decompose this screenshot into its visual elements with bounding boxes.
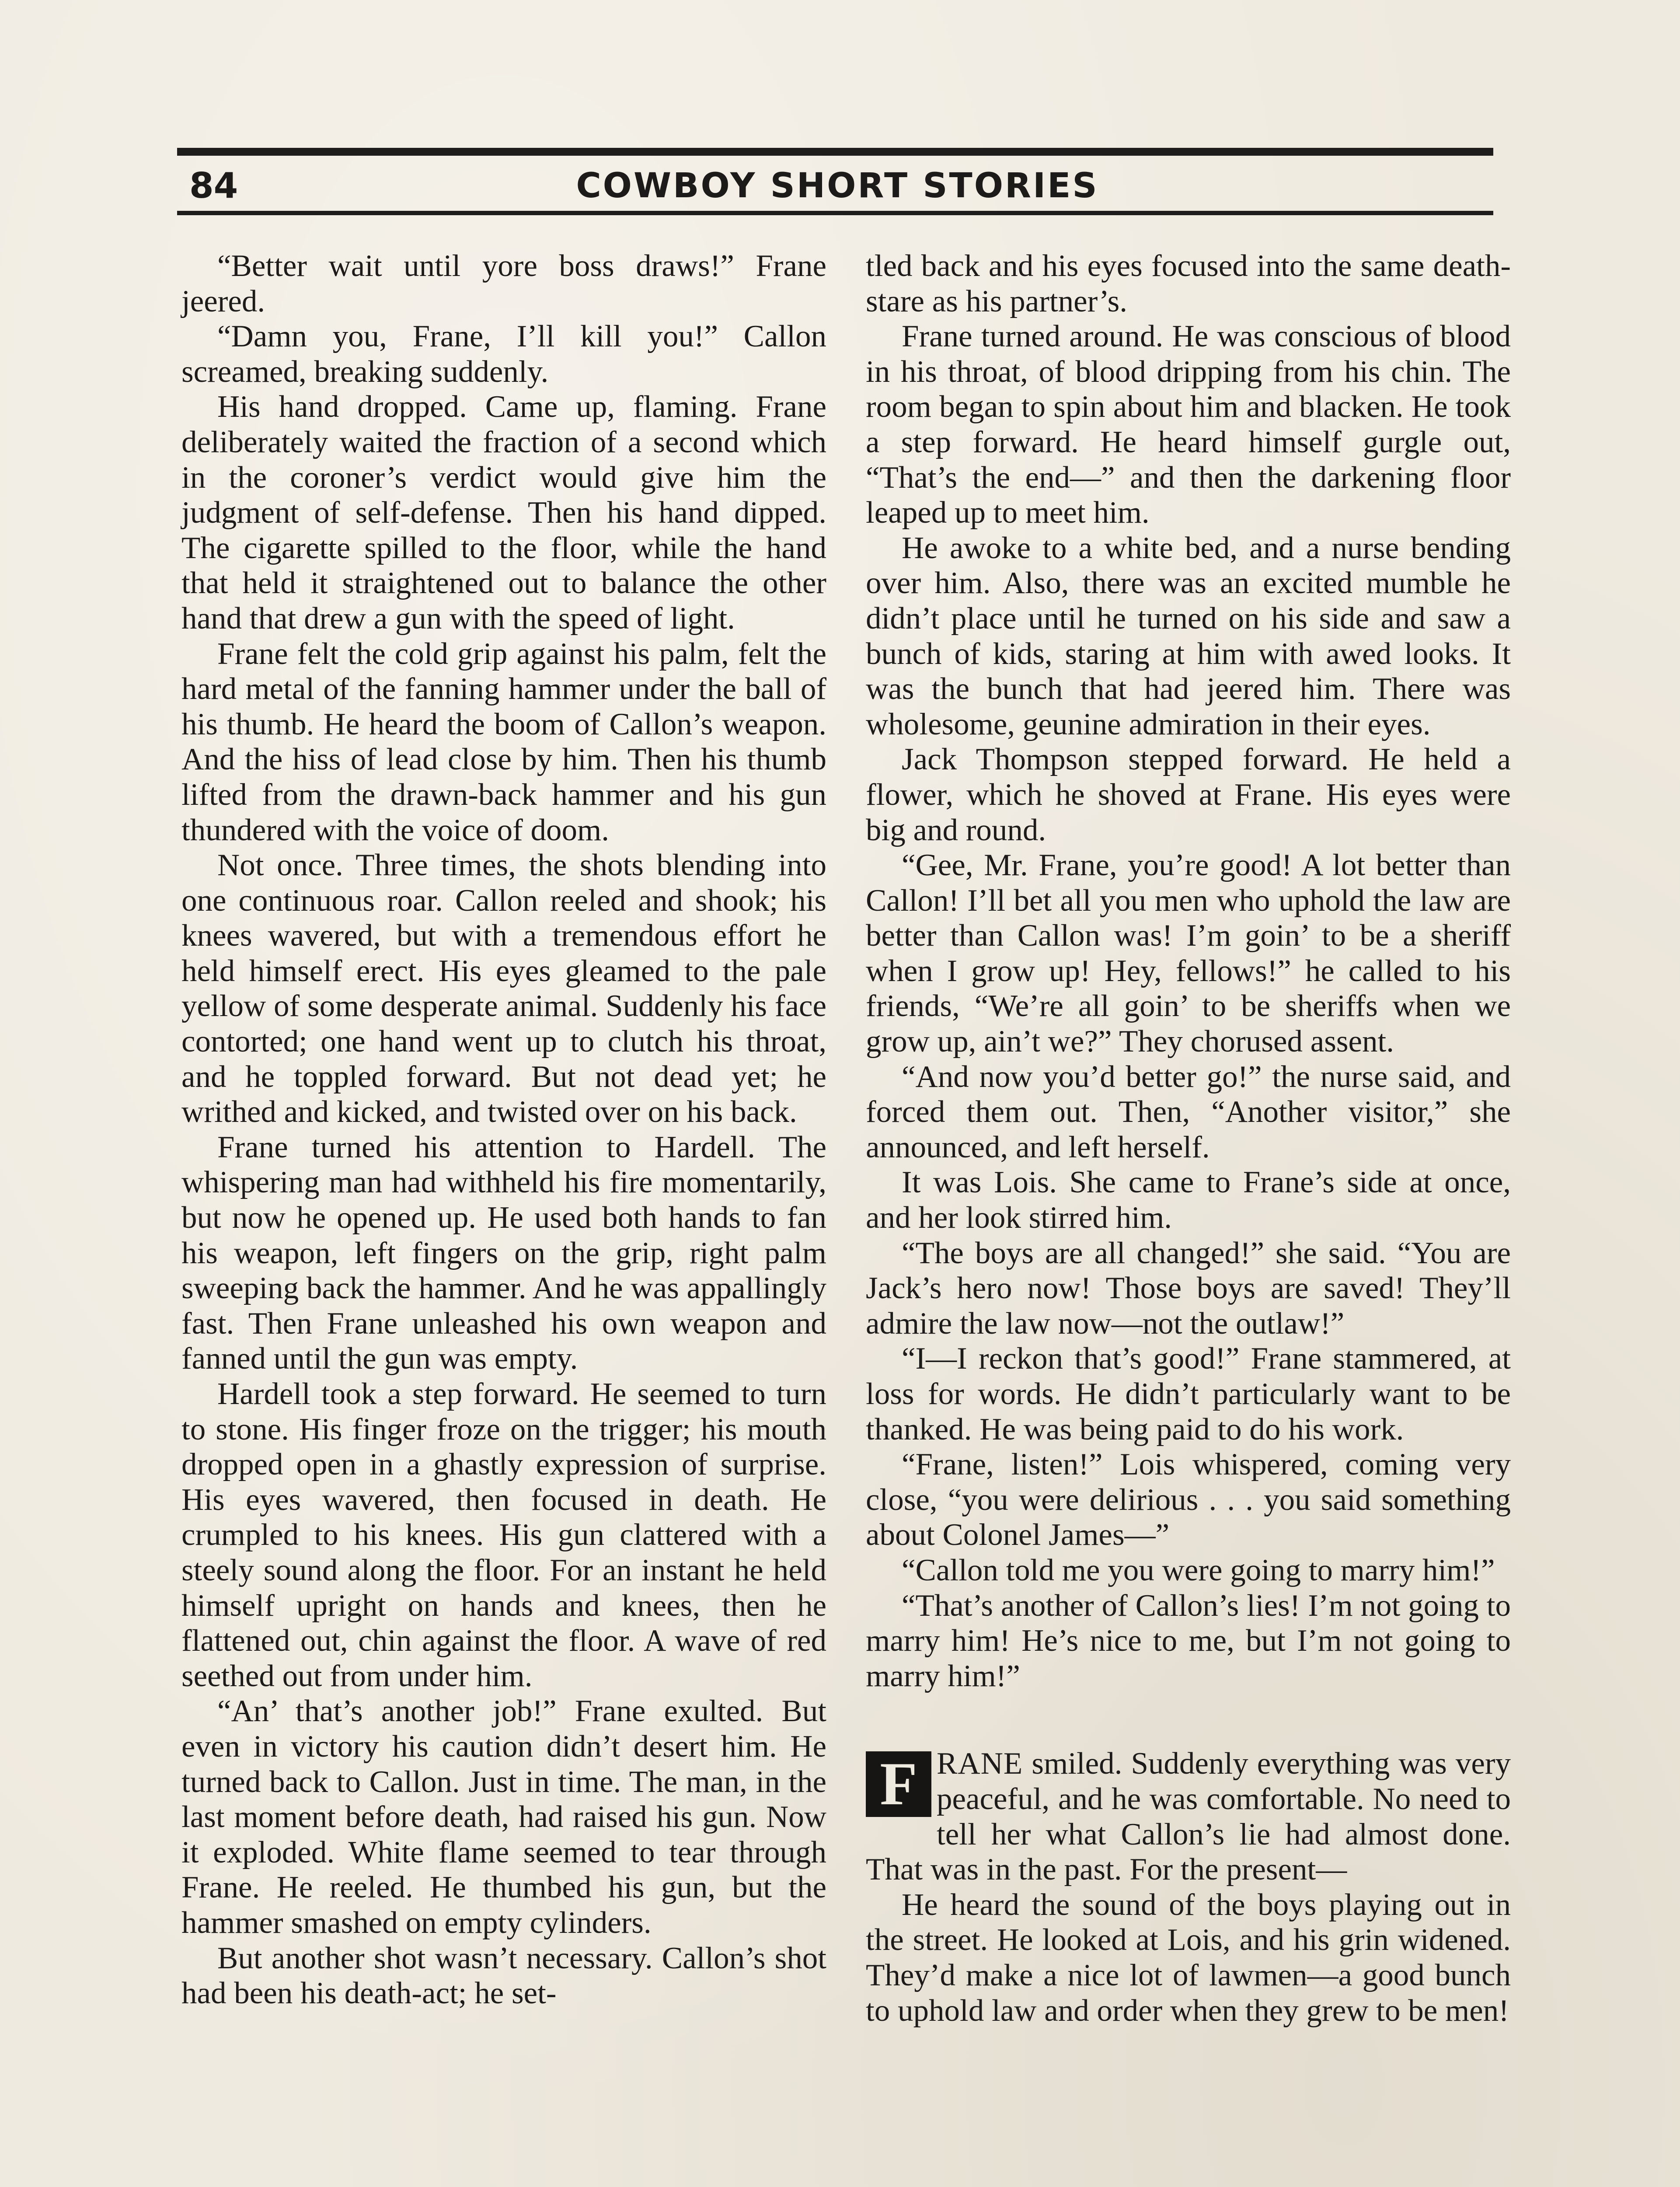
paragraph: “And now you’d better go!” the nurse said, and forced them out. Then, “Another visitor,” she announced, and left herself. [866, 1059, 1511, 1164]
paragraph: “Better wait until yore boss draws!” Frane jeered. [181, 249, 826, 318]
paragraph: “Frane, listen!” Lois whispered, coming very close, “you were delirious . . . you said something about Colonel James—” [866, 1447, 1511, 1552]
drop-cap-continuation: RANE [937, 1747, 1023, 1781]
paragraph: Hardell took a step forward. He seemed to turn to stone. His finger froze on the trigger; his mouth dropped open in a ghastly expression of surprise. His eyes wavered, then focused in death. He crumpled to his knees. His gun clattered with a steely sound along the floor. For an instant he held himself upright on hands and knees, then he flattened out, chin against the floor. A wave of red seethed out from under him. [181, 1377, 826, 1693]
paragraph: “Callon told me you were going to marry him!” [902, 1553, 1495, 1587]
page-header [181, 162, 1493, 210]
left-column [181, 248, 826, 2011]
paragraph: Frane turned around. He was conscious of blood in his throat, of blood dripping from his chin. The room began to spin about him and blacken. He took a step forward. He heard himself gurgle out, “That’s the end—” and then the darkening floor leaped up to meet him. [866, 319, 1511, 530]
drop-cap: F [866, 1751, 931, 1817]
paragraph: Frane turned his attention to Hardell. The whispering man had withheld his fire momentarily, but now he opened up. He used both hands to fan his weapon, left fingers on the grip, right palm sweeping back the hammer. And he was appallingly fast. Then Frane unleashed his own weapon and fanned until the gun was empty. [181, 1130, 826, 1376]
paragraph: He awoke to a white bed, and a nurse bending over him. Also, there was an excited mumble he didn’t place until he turned on his side and saw a bunch of kids, staring at him with awed looks. It was the bunch that had jeered him. There was wholesome, geunine admiration in their eyes. [866, 531, 1511, 741]
paragraph: “An’ that’s another job!” Frane exulted. But even in victory his caution didn’t desert him. He turned back to Callon. Just in time. The man, in the last moment before death, had raised his gun. Now it exploded. White flame seemed to tear through Frane. He reeled. He thumbed his gun, but the hammer smashed on empty cylinders. [181, 1694, 826, 1940]
paragraph: “The boys are all changed!” she said. “You are Jack’s hero now! Those boys are saved! They’ll admire the law now—not the outlaw!” [866, 1236, 1511, 1341]
paragraph: “Gee, Mr. Frane, you’re good! A lot better than Callon! I’ll bet all you men who uphold the law are better than Callon was! I’m goin’ to be a sheriff when I grow up! Hey, fellows!” he called to his friends, “We’re all goin’ to be sheriffs when we grow up, ain’t we?” They chorused assent. [866, 848, 1511, 1059]
paragraph: Not once. Three times, the shots blending into one continuous roar. Callon reeled and shook; his knees wavered, but with a tremendous effort he held himself erect. His eyes gleamed to the pale yellow of some desperate animal. Suddenly his face contorted; one hand went up to clutch his throat, and he toppled forward. But not dead yet; he writhed and kicked, and twisted over on his back. [181, 848, 826, 1129]
closing-paragraph [866, 1746, 1511, 1887]
header-rule-bottom [177, 211, 1493, 215]
paragraph: But another shot wasn’t necessary. Callon’s shot had been his death-act; he set- [181, 1941, 826, 2011]
paragraph: Frane felt the cold grip against his palm, felt the hard metal of the fanning hammer under the ball of his thumb. He heard the boom of Callon’s weapon. And the hiss of lead close by him. Then his thumb lifted from the drawn-back hammer and his gun thundered with the voice of doom. [181, 636, 826, 847]
magazine-title: COWBOY SHORT STORIES [576, 166, 1099, 206]
paragraph-continued: tled back and his eyes focused into the same death-stare as his partner’s. [866, 249, 1511, 318]
right-column [866, 248, 1511, 2028]
header-rule-top [177, 148, 1493, 156]
final-paragraph: He heard the sound of the boys playing out in the street. He looked at Lois, and his grin widened. They’d make a nice lot of lawmen—a good bunch to uphold law and order when they grew to be men! [866, 1887, 1511, 2028]
paragraph: Jack Thompson stepped forward. He held a flower, which he shoved at Frane. His eyes were big and round. [866, 742, 1511, 847]
paragraph: His hand dropped. Came up, flaming. Frane deliberately waited the fraction of a second which in the coroner’s verdict would give him the judgment of self-defense. Then his hand dipped. The cigarette spilled to the floor, while the hand that held it straightened out to balance the other hand that drew a gun with the speed of light. [181, 390, 826, 636]
paragraph: “That’s another of Callon’s lies! I’m not going to marry him! He’s nice to me, but I’m not going to marry him!” [866, 1588, 1511, 1693]
closing-paragraph-text: smiled. Suddenly everything was very peaceful, and he was comfortable. No need to tell her what Callon’s lie had almost done. That was in the past. For the present— [866, 1747, 1511, 1887]
paragraph: “Damn you, Frane, I’ll kill you!” Callon screamed, breaking suddenly. [181, 319, 826, 389]
page-number: 84 [189, 165, 238, 206]
paragraph: “I—I reckon that’s good!” Frane stammered, at loss for words. He didn’t particularly want to be thanked. He was being paid to do his work. [866, 1342, 1511, 1446]
paragraph: It was Lois. She came to Frane’s side at once, and her look stirred him. [866, 1165, 1511, 1235]
